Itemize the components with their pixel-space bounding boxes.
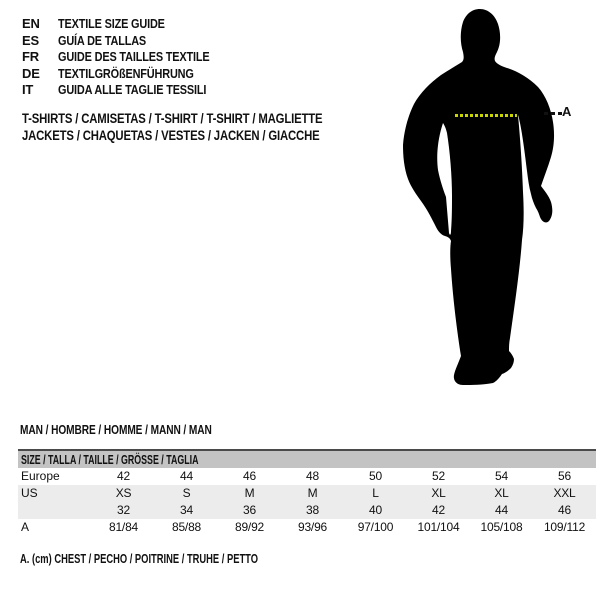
size-cell: 44 <box>180 469 193 483</box>
size-cell: 42 <box>432 503 445 517</box>
size-cell: 81/84 <box>108 520 139 534</box>
language-list <box>22 16 238 99</box>
size-cell: 50 <box>369 469 382 483</box>
size-cell: S <box>182 486 191 500</box>
size-cell: 40 <box>369 503 382 517</box>
language-row <box>22 49 238 66</box>
size-cell: 85/88 <box>171 520 202 534</box>
row-label: A <box>21 520 30 534</box>
footnote: A. (cm) CHEST / PECHO / POITRINE / TRUHE / PETTO <box>20 551 259 566</box>
language-label: TEXTILE SIZE GUIDE <box>58 16 165 31</box>
size-cell: 89/92 <box>234 520 265 534</box>
category-line: JACKETS / CHAQUETAS / VESTES / JACKEN / GIACCHE <box>22 128 320 144</box>
size-cell: XS <box>115 486 132 500</box>
measure-label-a: A <box>562 104 572 119</box>
size-cell: 34 <box>180 503 193 517</box>
section-title: MAN / HOMBRE / HOMME / MANN / MAN <box>20 422 212 437</box>
size-cell: 101/104 <box>417 520 460 534</box>
language-label: GUIDA ALLE TAGLIE TESSILI <box>58 82 207 98</box>
size-table-rows <box>18 468 596 536</box>
table-row <box>18 468 596 485</box>
language-label: GUÍA DE TALLAS <box>58 32 147 48</box>
row-label: US <box>21 486 38 500</box>
table-row <box>18 485 596 502</box>
size-cell: XL <box>431 486 446 500</box>
size-cell: 44 <box>495 503 508 517</box>
size-table-header <box>18 451 596 468</box>
size-cell: 36 <box>243 503 256 517</box>
language-code: FR <box>22 49 39 65</box>
size-cell: 52 <box>432 469 445 483</box>
size-cell: 93/96 <box>297 520 328 534</box>
table-row <box>18 502 596 519</box>
language-row <box>22 66 238 83</box>
language-code: DE <box>22 65 40 81</box>
language-label: GUIDE DES TAILLES TEXTILE <box>58 49 210 65</box>
table-row <box>18 519 596 536</box>
chest-measure-line <box>455 114 517 117</box>
size-cell: L <box>372 486 379 500</box>
size-cell: 97/100 <box>357 520 394 534</box>
category-line: T-SHIRTS / CAMISETAS / T-SHIRT / T-SHIRT / MAGLIETTE <box>22 111 323 126</box>
language-row <box>22 33 238 50</box>
size-cell: XL <box>494 486 509 500</box>
size-cell: 105/108 <box>480 520 523 534</box>
size-cell: 109/112 <box>543 520 586 534</box>
size-cell: 54 <box>495 469 508 483</box>
measure-leader-dashes <box>544 112 562 115</box>
language-code: ES <box>22 32 39 48</box>
language-code: EN <box>22 16 40 31</box>
size-table-header-label: SIZE / TALLA / TAILLE / GRÖSSE / TAGLIA <box>21 452 199 467</box>
row-label <box>18 502 92 519</box>
size-table <box>18 449 596 536</box>
size-cell: XXL <box>553 486 576 500</box>
size-cell: 56 <box>558 469 571 483</box>
size-cell: 38 <box>306 503 319 517</box>
size-cell: 42 <box>117 469 130 483</box>
size-cell: 48 <box>306 469 319 483</box>
size-cell: M <box>244 486 255 500</box>
man-silhouette-figure <box>400 5 570 395</box>
row-label: Europe <box>21 469 60 483</box>
category-lines <box>22 110 380 144</box>
language-code: IT <box>22 82 34 98</box>
language-row <box>22 16 238 33</box>
size-cell: 46 <box>558 503 571 517</box>
language-label: TEXTILGRÖßENFÜHRUNG <box>58 65 194 81</box>
language-row <box>22 82 238 99</box>
size-cell: M <box>307 486 318 500</box>
size-cell: 32 <box>117 503 130 517</box>
size-cell: 46 <box>243 469 256 483</box>
man-silhouette-path <box>403 9 554 385</box>
